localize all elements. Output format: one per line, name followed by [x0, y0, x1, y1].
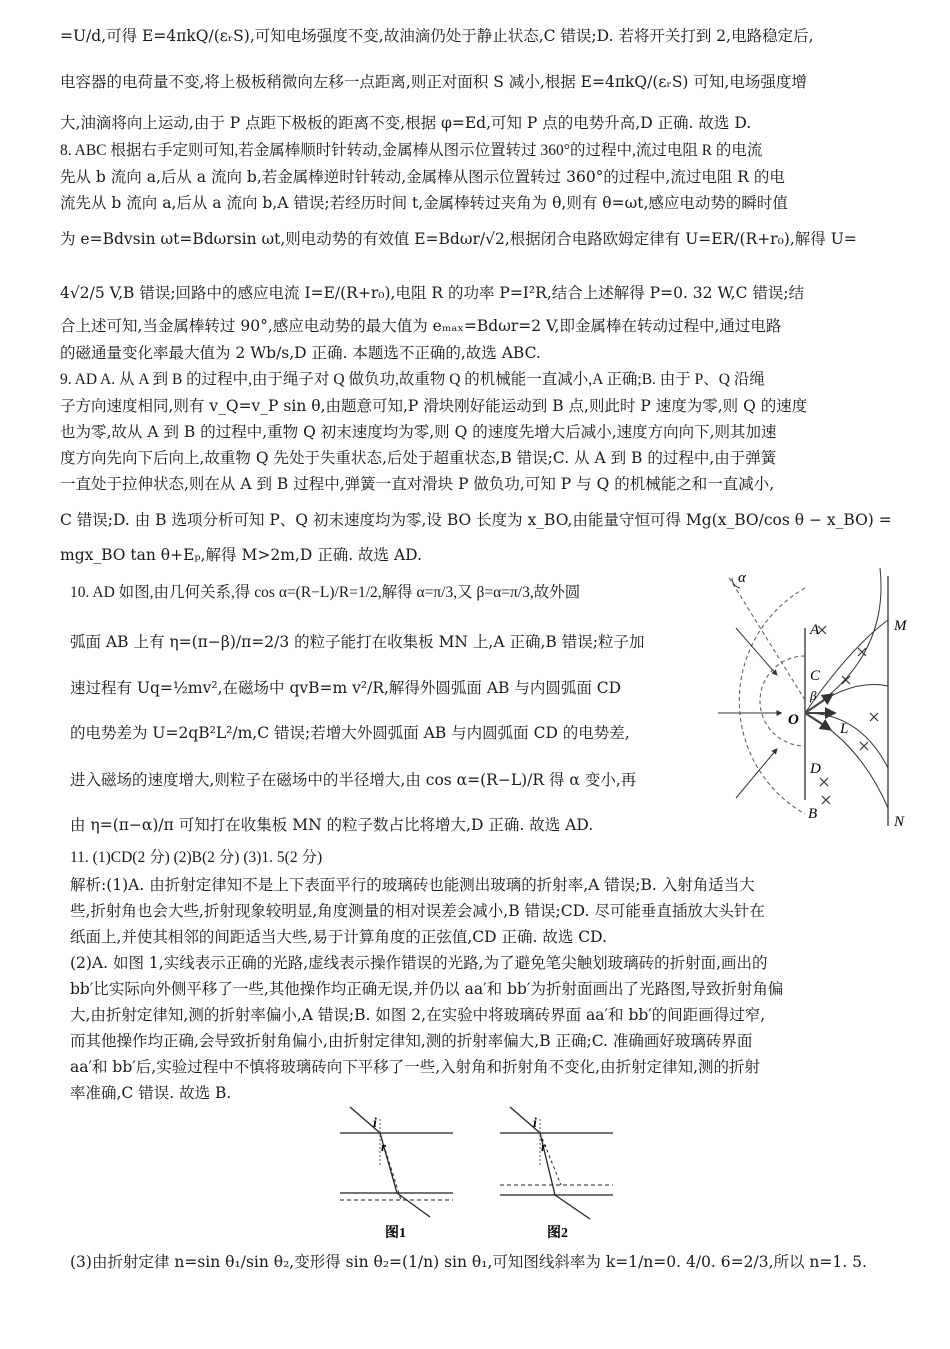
text-line: 流先从 b 流向 a,后从 a 流向 b,A 错误;若经历时间 t,金属棒转过夹角为 θ,则有 θ=ωt,感应电动势的瞬时值 [60, 194, 788, 212]
text-line: 先从 b 流向 a,后从 a 流向 b,若金属棒逆时针转动,金属棒从图示位置转过 360°的过程中,流过电阻 R 的电 [60, 168, 785, 186]
beta-label: β [810, 688, 817, 703]
answer-11-line: 11. (1)CD(2 分) (2)B(2 分) (3)1. 5(2 分) [70, 849, 323, 866]
text-line: 度方向先向下后向上,故重物 Q 先处于失重状态,后处于超重状态,B 错误;C. 从 A 到 B 的过程中,由于弹簧 [60, 449, 777, 467]
text-line: 子方向速度相同,则有 v_Q=v_P sin θ,由题意可知,P 滑块刚好能运动到 B 点,则此时 P 速度为零,则 Q 的速度 [60, 397, 808, 415]
answer-9-line: 9. AD A. 从 A 到 B 的过程中,由于绳子对 Q 做负功,故重物 Q 的机械能一直减小,A 正确;B. 由于 P、Q 沿绳 [60, 371, 765, 388]
answer-8-line: 8. ABC 根据右手定则可知,若金属棒顺时针转动,金属棒从图示位置转过 360°的过程中,流过电阻 R 的电流 [60, 142, 763, 159]
answer-10-line: 10. AD 如图,由几何关系,得 cos α=(R−L)/R=1/2,解得 α=π/3,又 β=α=π/3,故外圆 [70, 584, 581, 601]
text-line: 电容器的电荷量不变,将上极板稍微向左移一点距离,则正对面积 S 减小,根据 E=4πkQ/(εᵣS) 可知,电场强度增 [60, 73, 807, 91]
text-line: 的磁通量变化率最大值为 2 Wb/s,D 正确. 本题选不正确的,故选 ABC. [60, 344, 541, 362]
alpha-line [728, 576, 805, 700]
text-line: 些,折射角也会大些,折射现象较明显,角度测量的相对误差会减小,B 错误;CD. 尽可能垂直插放大头针在 [70, 902, 765, 920]
point-O-label: O [788, 712, 799, 728]
alpha-label: α [738, 570, 746, 586]
text-line: 进入磁场的速度增大,则粒子在磁场中的半径增大,由 cos α=(R−L)/R 得 α 变小,再 [70, 771, 637, 789]
text-line: 的电势差为 U=2qB²L²/m,C 错误;若增大外圆弧面 AB 与内圆弧面 CD 的电势差, [70, 724, 630, 742]
text-line: (2)A. 如图 1,实线表示正确的光路,虚线表示操作错误的光路,为了避免笔尖触划玻璃砖的折射面,画出的 [70, 954, 768, 972]
refraction-figure-2 [495, 1105, 620, 1245]
inner-arc [760, 656, 805, 746]
figure-2-caption: 图2 [547, 1226, 568, 1241]
text-line: 速过程有 Uq=½mv²,在磁场中 qvB=m v²/R,解得外圆弧面 AB 与内圆弧面 CD [70, 679, 622, 697]
point-C-label: C [810, 668, 821, 684]
text-line: bb′比实际向外侧平移了一些,其他操作均正确无误,并仍以 aa′和 bb′为折射面画出了光路图,导致折射角偏 [70, 980, 784, 998]
text-line: 合上述可知,当金属棒转过 90°,感应电动势的最大值为 eₘₐₓ=Bdωr=2 V,即金属棒在转动过程中,通过电路 [60, 317, 782, 335]
text-line: 率准确,C 错误. 故选 B. [70, 1084, 232, 1102]
text-line: 一直处于拉伸状态,则在从 A 到 B 过程中,弹簧一直对滑块 P 做负功,可知 P 与 Q 的机械能之和一直减小, [60, 475, 775, 493]
text-line: 而其他操作均正确,会导致折射角偏小,由折射定律知,测的折射率偏大,B 正确;C. 准确画好玻璃砖界面 [70, 1032, 753, 1050]
text-line: =U/d,可得 E=4πkQ/(εᵣS),可知电场强度不变,故油滴仍处于静止状态,C 错误;D. 若将开关打到 2,电路稳定后, [60, 27, 814, 45]
figure-1-caption: 图1 [385, 1226, 406, 1241]
emergent-ray [397, 1193, 430, 1217]
text-line: 解析:(1)A. 由折射定律知不是上下表面平行的玻璃砖也能测出玻璃的折射率,A 错误;B. 入射角适当大 [70, 876, 755, 894]
text-line: aa′和 bb′后,实验过程中不慎将玻璃砖向下平移了一些,入射角和折射角不变化,由折射定律知,测的折射 [70, 1058, 761, 1076]
radial-arrow [736, 628, 776, 674]
text-line: 为 e=Bdvsin ωt=Bdωrsin ωt,则电动势的有效值 E=Bdωr/√2,根据闭合电路欧姆定律有 U=ER/(R+r₀),解得 U= [60, 230, 857, 248]
length-L-label: L [840, 721, 849, 737]
refraction-angle-label: r [381, 1139, 387, 1154]
text-line: mgx_BO tan θ+Eₚ,解得 M>2m,D 正确. 故选 AD. [60, 546, 422, 564]
outer-arc [739, 588, 805, 814]
radial-arrow [736, 750, 776, 798]
text-line: 大,油滴将向上运动,由于 P 点距下极板的距离不变,根据 φ=Ed,可知 P 点的电势升高,D 正确. 故选 D. [60, 114, 752, 132]
text-line: (3)由折射定律 n=sin θ₁/sin θ₂,变形得 sin θ₂=(1/n) sin θ₁,可知图线斜率为 k=1/n=0. 4/0. 6=2/3,所以 n=1. 5. [70, 1253, 867, 1271]
point-M-label: M [894, 618, 907, 634]
point-N-label: N [894, 814, 905, 830]
trajectory [805, 685, 888, 713]
incidence-angle-label: i [373, 1116, 377, 1131]
point-B-label: B [808, 806, 818, 822]
text-line: 纸面上,并使其相邻的间距适当大些,易于计算角度的正弦值,CD 正确. 故选 CD. [70, 928, 607, 946]
velocity-arrow [805, 696, 830, 713]
text-line: 也为零,故从 A 到 B 的过程中,重物 Q 初末速度均为零,则 Q 的速度先增大后减小,速度方向向下,则其加速 [60, 423, 777, 441]
text-line: C 错误;D. 由 B 选项分析可知 P、Q 初末速度均为零,设 BO 长度为 x_BO,由能量守恒可得 Mg(x_BO/cos θ − x_BO) = [60, 511, 892, 529]
text-line: 4√2/5 V,B 错误;回路中的感应电流 I=E/(R+r₀),电阻 R 的功率 P=I²R,结合上述解得 P=0. 32 W,C 错误;结 [60, 284, 805, 302]
incidence-angle-label: i [533, 1116, 537, 1131]
emergent-ray [555, 1195, 590, 1219]
text-line: 由 η=(π−α)/π 可知打在收集板 MN 的粒子数占比将增大,D 正确. 故选 AD. [70, 816, 594, 834]
refraction-angle-label: r [541, 1139, 547, 1154]
magnetic-field-figure [710, 568, 925, 830]
refraction-figure-1 [335, 1105, 460, 1245]
point-D-label: D [810, 761, 821, 777]
text-line: 弧面 AB 上有 η=(π−β)/π=2/3 的粒子能打在收集板 MN 上,A 正确,B 错误;粒子加 [70, 633, 645, 651]
text-line: 大,由折射定律知,测的折射率偏小,A 错误;B. 如图 2,在实验中将玻璃砖界面 aa′和 bb′的间距画得过窄, [70, 1006, 766, 1024]
point-A-label: A [810, 622, 820, 638]
